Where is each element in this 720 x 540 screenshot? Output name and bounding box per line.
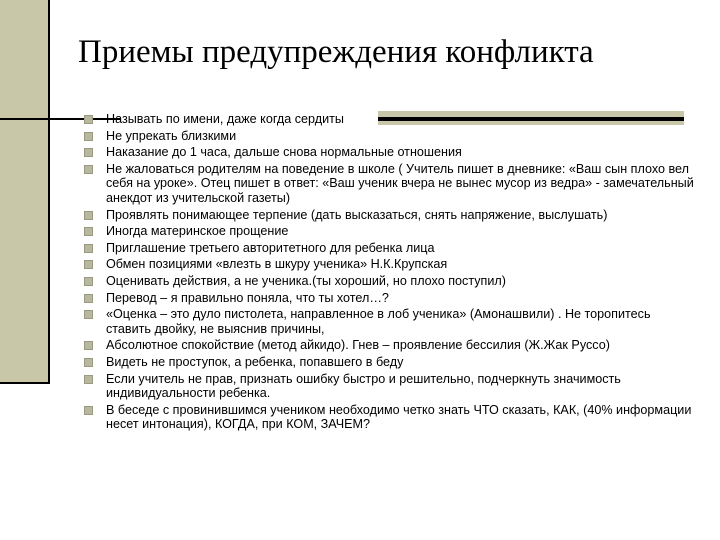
left-decor-band: [0, 0, 48, 382]
bullet-square-icon: [84, 294, 93, 303]
bullet-list: [84, 112, 694, 434]
list-item-text: Перевод – я правильно поняла, что ты хотел…?: [106, 290, 389, 305]
list-item-text: Если учитель не прав, признать ошибку быстро и решительно, подчеркнуть значимость индивидуальности ребенка.: [106, 371, 621, 401]
list-item-text: Абсолютное спокойствие (метод айкидо). Гнев – проявление бессилия (Ж.Жак Руссо): [106, 338, 610, 353]
list-item-text: Оценивать действия, а не ученика.(ты хороший, но плохо поступил): [106, 273, 506, 288]
bullet-square-icon: [84, 148, 93, 157]
list-item-text: Проявлять понимающее терпение (дать высказаться, снять напряжение, выслушать): [106, 207, 608, 222]
bullet-square-icon: [84, 227, 93, 236]
list-item-text: Называть по имени, даже когда сердиты: [106, 112, 344, 126]
list-item: [84, 372, 694, 401]
bullet-square-icon: [84, 375, 93, 384]
list-item-text: Наказание до 1 часа, дальше снова нормальные отношения: [106, 145, 462, 160]
bullet-square-icon: [84, 115, 93, 124]
list-item: [84, 338, 694, 353]
list-item: [84, 274, 694, 289]
list-item: [84, 208, 694, 223]
list-item-text: В беседе с провинившимся учеником необходимо четко знать ЧТО сказать, КАК, (40% информации несет интонация), КОГДА, при КОМ, ЗАЧЕМ?: [106, 402, 692, 432]
list-item-text: «Оценка – это дуло пистолета, направленное в лоб ученика» (Амонашвили) . Не торопитесь ставить двойку, не выяснив причины,: [106, 307, 651, 336]
slide-title: Приемы предупреждения конфликта: [78, 34, 594, 70]
list-item: [84, 307, 694, 336]
list-item-text: Видеть не проступок, а ребенка, попавшего в беду: [106, 354, 404, 369]
list-item: [84, 162, 694, 206]
bullet-square-icon: [84, 260, 93, 269]
bullet-square-icon: [84, 244, 93, 253]
bullet-square-icon: [84, 277, 93, 286]
list-item: [84, 241, 694, 256]
list-item: [84, 355, 694, 370]
bullet-square-icon: [84, 132, 93, 141]
list-item: [84, 291, 694, 306]
list-item: [84, 257, 694, 272]
bullet-square-icon: [84, 211, 93, 220]
list-item: [84, 403, 694, 432]
bullet-square-icon: [84, 165, 93, 174]
list-item-text: Иногда материнское прощение: [106, 224, 289, 239]
list-item-text: Приглашение третьего авторитетного для ребенка лица: [106, 240, 435, 255]
bullet-square-icon: [84, 310, 93, 319]
left-decor-bottom-line: [0, 382, 50, 384]
left-decor-line: [48, 0, 50, 382]
bullet-square-icon: [84, 358, 93, 367]
list-item-text: Не жаловаться родителям на поведение в школе ( Учитель пишет в дневнике: «Ваш сын плохо вел себя на уроке». Отец пишет в ответ: «Ваш ученик вчера не вынес мусор из ведра» - замечательный анекдот из учительской газеты): [106, 161, 694, 205]
list-item: [84, 129, 694, 144]
list-item: [84, 145, 694, 160]
bullet-square-icon: [84, 406, 93, 415]
list-item: [84, 224, 694, 239]
list-item: [84, 112, 694, 127]
list-item-text: Не упрекать близкими: [106, 128, 237, 143]
bullet-square-icon: [84, 341, 93, 350]
list-item-text: Обмен позициями «влезть в шкуру ученика» Н.К.Крупская: [106, 257, 448, 272]
